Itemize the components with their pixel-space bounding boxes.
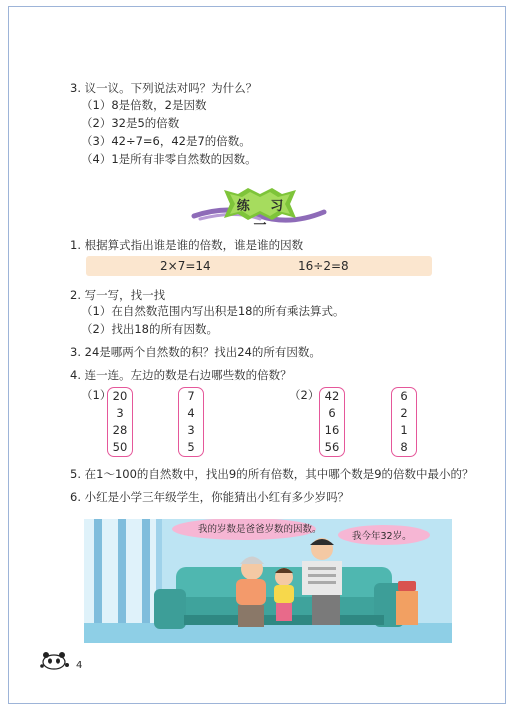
number-cell: 3	[116, 406, 124, 420]
practice-title: 练 习 一	[236, 199, 292, 233]
ex6-title: 6. 小红是小学三年级学生，你能猜出小红有多少岁吗？	[70, 490, 350, 504]
part1-left-box	[107, 387, 133, 457]
part2-right-box	[391, 387, 417, 457]
part1-right-box	[178, 387, 204, 457]
number-cell: 4	[187, 406, 195, 420]
number-cell: 28	[112, 423, 128, 437]
ex3-title: 3. 24是哪两个自然数的积？找出24的所有因数。	[70, 345, 321, 359]
number-cell: 1	[400, 423, 408, 437]
number-cell: 8	[400, 440, 408, 454]
ex2-item-1: （1）在自然数范围内写出积是18的所有乘法算式。	[81, 304, 345, 318]
q3-item-2: （2）32是5的倍数	[81, 116, 180, 130]
family-illustration	[84, 519, 452, 643]
number-cell: 42	[324, 389, 340, 403]
speech-bubble-girl: 我的岁数是爸爸岁数的因数。	[198, 524, 322, 535]
number-cell: 56	[324, 440, 340, 454]
ex4-part2-label: （2）	[289, 388, 320, 402]
q3-item-3: （3）42÷7=6，42是7的倍数。	[81, 134, 251, 148]
ex2-title: 2. 写一写，找一找	[70, 288, 166, 302]
q3-item-1: （1）8是倍数，2是因数	[81, 98, 207, 112]
ex4-title: 4. 连一连。左边的数是右边哪些数的倍数？	[70, 368, 292, 382]
panda-icon	[40, 650, 70, 670]
equation-1: 2×7=14	[160, 259, 211, 273]
q3-title: 3. 议一议。下列说法对吗？为什么？	[70, 81, 258, 95]
page-number: 4	[76, 660, 83, 671]
number-cell: 3	[187, 423, 195, 437]
number-cell: 6	[328, 406, 336, 420]
ex1-title: 1. 根据算式指出谁是谁的倍数，谁是谁的因数	[70, 238, 304, 252]
ex4-part1-label: （1）	[81, 388, 112, 402]
ex5-title: 5. 在1～100的自然数中，找出9的所有倍数，其中哪个数是9的倍数中最小的？	[70, 467, 474, 481]
ex2-item-2: （2）找出18的所有因数。	[81, 322, 218, 336]
number-cell: 20	[112, 389, 128, 403]
equation-2: 16÷2=8	[298, 259, 349, 273]
part2-left-box	[319, 387, 345, 457]
number-cell: 50	[112, 440, 128, 454]
number-cell: 5	[187, 440, 195, 454]
equation-band	[86, 256, 432, 276]
number-cell: 7	[187, 389, 195, 403]
practice-banner	[190, 186, 328, 233]
number-cell: 2	[400, 406, 408, 420]
q3-item-4: （4）1是所有非零自然数的因数。	[81, 152, 257, 166]
speech-bubble-dad: 我今年32岁。	[352, 531, 412, 542]
number-cell: 6	[400, 389, 408, 403]
number-cell: 16	[324, 423, 340, 437]
